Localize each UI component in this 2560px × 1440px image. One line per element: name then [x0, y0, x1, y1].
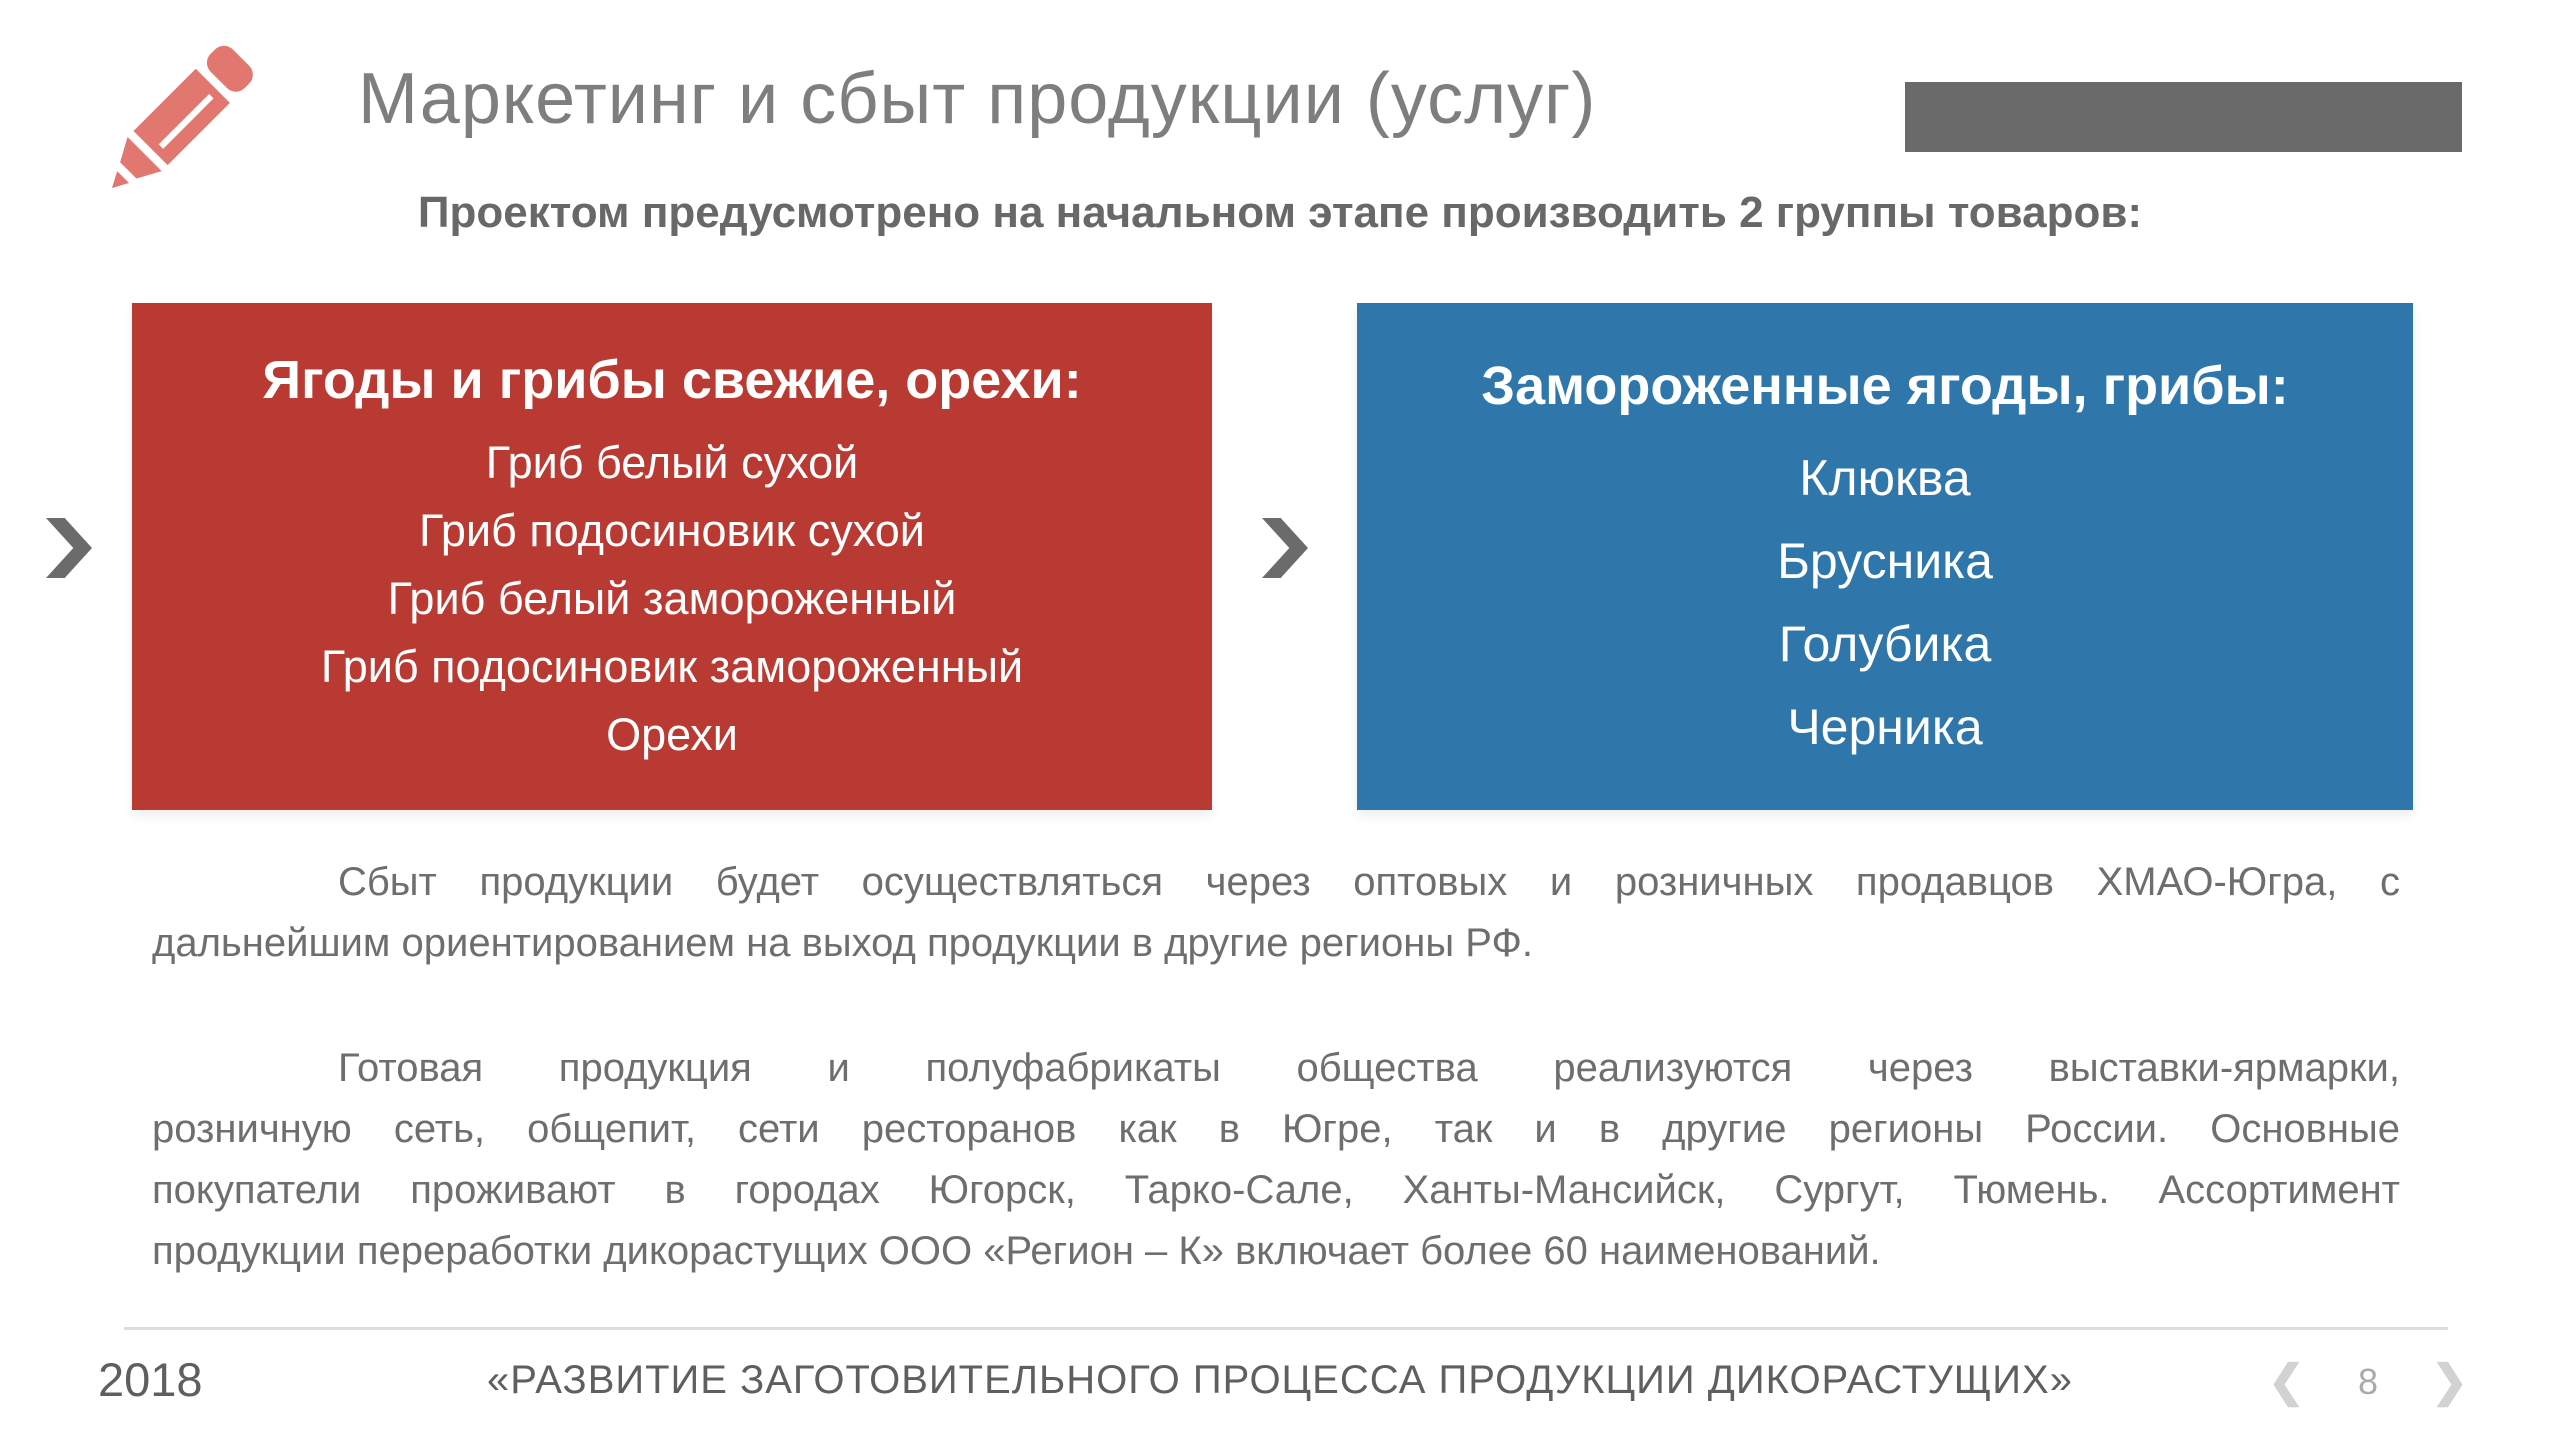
footer-divider: [124, 1327, 2448, 1330]
group-item: Гриб белый сухой: [485, 437, 859, 488]
paragraph-line: Сбыт продукции будет осуществляться через оптовых и розничных продавцов ХМАО-Югра, с: [338, 860, 2400, 904]
footer-project-title: «РАЗВИТИЕ ЗАГОТОВИТЕЛЬНОГО ПРОЦЕССА ПРОДУКЦИИ ДИКОРАСТУЩИХ»: [487, 1358, 2073, 1402]
group-title: Замороженные ягоды, грибы:: [1481, 356, 2289, 416]
paragraph-sales-channels: [152, 852, 2400, 974]
slide-subtitle: Проектом предусмотрено на начальном этапе производить 2 группы товаров:: [417, 188, 2143, 237]
group-item: Гриб белый замороженный: [387, 573, 957, 624]
next-page-icon[interactable]: ❯: [2431, 1357, 2468, 1406]
group-item: Голубика: [1778, 616, 1992, 672]
chevron-right-icon: [1262, 518, 1308, 578]
page-title: Маркетинг и сбыт продукции (услуг): [358, 59, 1597, 139]
paragraph-line: Готовая продукция и полуфабрикаты общества реализуются через выставки-ярмарки,: [338, 1046, 2400, 1090]
page-number: 8: [2357, 1361, 2379, 1402]
footer-year: 2018: [98, 1353, 203, 1406]
paragraph-line: покупатели проживают в городах Югорск, Тарко-Сале, Ханты-Мансийск, Сургут, Тюмень. Ассортимент: [152, 1168, 2400, 1212]
title-decor-bar: [1905, 82, 2462, 152]
group-item: Черника: [1787, 699, 1983, 755]
group-title: Ягоды и грибы свежие, орехи:: [262, 350, 1082, 410]
page-navigation: [2268, 1352, 2468, 1412]
group-item: Брусника: [1777, 533, 1993, 589]
paragraph-distribution: [152, 1038, 2400, 1282]
chevron-right-icon: [46, 518, 92, 578]
paragraph-line: продукции переработки дикорастущих ООО «Регион – К» включает более 60 наименований.: [152, 1229, 1881, 1273]
group-item: Орехи: [606, 709, 738, 760]
paragraph-line: дальнейшим ориентированием на выход продукции в другие регионы РФ.: [152, 921, 1533, 965]
paragraph-line: розничную сеть, общепит, сети ресторанов как в Югре, так и в другие регионы России. Основные: [152, 1107, 2400, 1151]
group-box-fresh: [132, 303, 1212, 810]
group-item: Гриб подосиновик сухой: [419, 505, 925, 556]
group-item: Клюква: [1799, 450, 1971, 506]
group-box-frozen: [1357, 303, 2413, 810]
prev-page-icon[interactable]: ❮: [2268, 1357, 2305, 1406]
group-item: Гриб подосиновик замороженный: [320, 641, 1024, 692]
